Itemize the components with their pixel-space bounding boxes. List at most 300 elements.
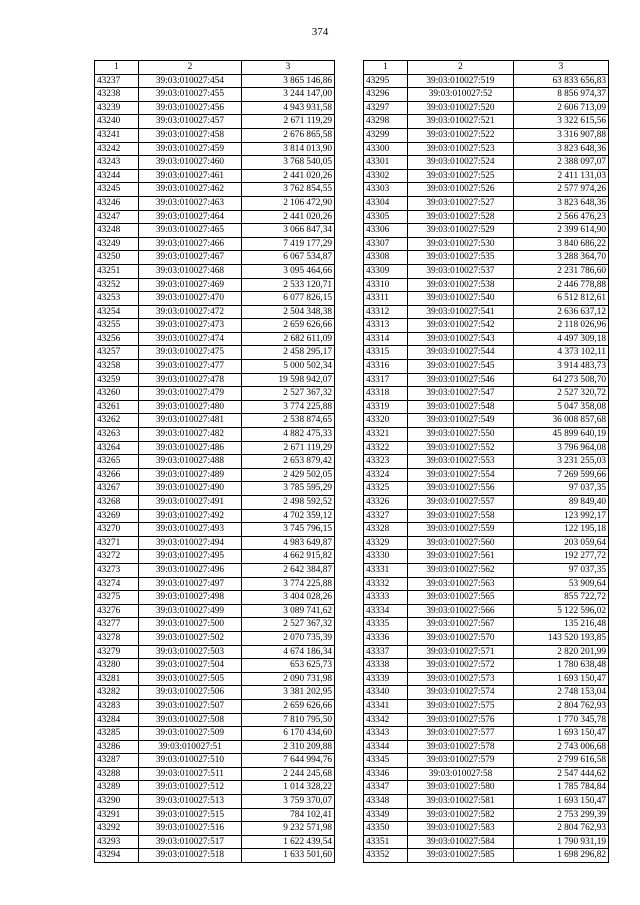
cadastral-number-cell: 39:03:010027:510: [139, 754, 242, 768]
row-number-cell: 43294: [95, 849, 139, 863]
cadastral-number-cell: 39:03:010027:566: [408, 604, 514, 618]
value-cell: 2 388 097,07: [514, 156, 609, 170]
value-cell: 2 743 006,68: [514, 740, 609, 754]
table-row: [95, 224, 335, 238]
row-number-cell: 43261: [95, 400, 139, 414]
right-table-body: [364, 61, 609, 863]
cadastral-number-cell: 39:03:010027:462: [139, 183, 242, 197]
value-cell: 3 768 540,05: [242, 156, 335, 170]
row-number-cell: 43343: [364, 727, 408, 741]
table-row: [95, 88, 335, 102]
cadastral-number-cell: 39:03:010027:500: [139, 618, 242, 632]
value-cell: 3 840 686,22: [514, 237, 609, 251]
table-row: [95, 686, 335, 700]
cadastral-number-cell: 39:03:010027:561: [408, 550, 514, 564]
row-number-cell: 43285: [95, 727, 139, 741]
value-cell: 2 636 637,12: [514, 305, 609, 319]
table-row: [95, 727, 335, 741]
value-cell: 6 512 812,61: [514, 292, 609, 306]
table-row: [364, 781, 609, 795]
cadastral-number-cell: 39:03:010027:540: [408, 292, 514, 306]
table-row: [364, 88, 609, 102]
table-row: [364, 115, 609, 129]
row-number-cell: 43286: [95, 740, 139, 754]
row-number-cell: 43295: [364, 74, 408, 88]
value-cell: 4 943 931,58: [242, 101, 335, 115]
table-row: [364, 428, 609, 442]
table-row: [95, 740, 335, 754]
row-number-cell: 43328: [364, 523, 408, 537]
value-cell: 3 762 854,55: [242, 183, 335, 197]
cadastral-number-cell: 39:03:010027:454: [139, 74, 242, 88]
cadastral-number-cell: 39:03:010027:562: [408, 563, 514, 577]
row-number-cell: 43321: [364, 428, 408, 442]
table-row: [364, 251, 609, 265]
row-number-cell: 43324: [364, 468, 408, 482]
value-cell: 2 244 245,68: [242, 767, 335, 781]
row-number-cell: 43350: [364, 822, 408, 836]
value-cell: 203 059,64: [514, 536, 609, 550]
cadastral-number-cell: 39:03:010027:493: [139, 523, 242, 537]
row-number-cell: 43307: [364, 237, 408, 251]
cadastral-number-cell: 39:03:010027:495: [139, 550, 242, 564]
header-cell-1: 1: [95, 61, 139, 75]
table-row: [364, 319, 609, 333]
cadastral-number-cell: 39:03:010027:467: [139, 251, 242, 265]
cadastral-number-cell: 39:03:010027:475: [139, 346, 242, 360]
table-row: [364, 523, 609, 537]
value-cell: 2 106 472,90: [242, 196, 335, 210]
value-cell: 2 504 348,38: [242, 305, 335, 319]
row-number-cell: 43275: [95, 591, 139, 605]
row-number-cell: 43311: [364, 292, 408, 306]
cadastral-number-cell: 39:03:010027:508: [139, 713, 242, 727]
cadastral-number-cell: 39:03:010027:565: [408, 591, 514, 605]
cadastral-number-cell: 39:03:010027:524: [408, 156, 514, 170]
row-number-cell: 43258: [95, 360, 139, 374]
row-number-cell: 43248: [95, 224, 139, 238]
left-table-body: [95, 61, 335, 863]
value-cell: 6 170 434,60: [242, 727, 335, 741]
row-number-cell: 43330: [364, 550, 408, 564]
value-cell: 4 373 102,11: [514, 346, 609, 360]
value-cell: 143 520 193,85: [514, 631, 609, 645]
cadastral-number-cell: 39:03:010027:574: [408, 686, 514, 700]
table-row: [364, 74, 609, 88]
cadastral-number-cell: 39:03:010027:523: [408, 142, 514, 156]
row-number-cell: 43284: [95, 713, 139, 727]
value-cell: 53 909,64: [514, 577, 609, 591]
cadastral-number-cell: 39:03:010027:463: [139, 196, 242, 210]
cadastral-number-cell: 39:03:010027:494: [139, 536, 242, 550]
table-row: [95, 441, 335, 455]
table-row: [95, 468, 335, 482]
cadastral-number-cell: 39:03:010027:466: [139, 237, 242, 251]
row-number-cell: 43336: [364, 631, 408, 645]
table-row: [364, 754, 609, 768]
value-cell: 653 625,73: [242, 659, 335, 673]
cadastral-number-cell: 39:03:010027:538: [408, 278, 514, 292]
row-number-cell: 43277: [95, 618, 139, 632]
table-row: [95, 332, 335, 346]
row-number-cell: 43319: [364, 400, 408, 414]
cadastral-number-cell: 39:03:010027:526: [408, 183, 514, 197]
table-row: [364, 713, 609, 727]
table-row: [364, 645, 609, 659]
table-row: [364, 672, 609, 686]
cadastral-number-cell: 39:03:010027:553: [408, 455, 514, 469]
value-cell: 1 693 150,47: [514, 672, 609, 686]
cadastral-number-cell: 39:03:010027:537: [408, 264, 514, 278]
row-number-cell: 43339: [364, 672, 408, 686]
row-number-cell: 43264: [95, 441, 139, 455]
cadastral-number-cell: 39:03:010027:519: [408, 74, 514, 88]
table-row: [95, 577, 335, 591]
table-row: [364, 292, 609, 306]
value-cell: 3 288 364,70: [514, 251, 609, 265]
value-cell: 7 644 994,76: [242, 754, 335, 768]
cadastral-number-cell: 39:03:010027:496: [139, 563, 242, 577]
cadastral-number-cell: 39:03:010027:576: [408, 713, 514, 727]
table-row: [364, 659, 609, 673]
table-row: [95, 264, 335, 278]
table-row: [95, 523, 335, 537]
table-row: [95, 550, 335, 564]
cadastral-number-cell: 39:03:010027:542: [408, 319, 514, 333]
cadastral-number-cell: 39:03:010027:529: [408, 224, 514, 238]
cadastral-number-cell: 39:03:010027:578: [408, 740, 514, 754]
value-cell: 3 814 013,90: [242, 142, 335, 156]
row-number-cell: 43262: [95, 414, 139, 428]
value-cell: 3 404 028,26: [242, 591, 335, 605]
row-number-cell: 43274: [95, 577, 139, 591]
row-number-cell: 43252: [95, 278, 139, 292]
cadastral-number-cell: 39:03:010027:535: [408, 251, 514, 265]
value-cell: 855 722,72: [514, 591, 609, 605]
value-cell: 7 419 177,29: [242, 237, 335, 251]
value-cell: 2 676 865,58: [242, 128, 335, 142]
table-row: [364, 468, 609, 482]
value-cell: 3 231 255,03: [514, 455, 609, 469]
table-row: [95, 414, 335, 428]
table-row: [364, 142, 609, 156]
value-cell: 2 804 762,93: [514, 699, 609, 713]
table-row: [364, 156, 609, 170]
row-number-cell: 43326: [364, 496, 408, 510]
cadastral-number-cell: 39:03:010027:503: [139, 645, 242, 659]
value-cell: 1 014 328,22: [242, 781, 335, 795]
table-row: [95, 699, 335, 713]
row-number-cell: 43287: [95, 754, 139, 768]
row-number-cell: 43291: [95, 808, 139, 822]
value-cell: 2 659 626,66: [242, 699, 335, 713]
value-cell: 7 269 599,66: [514, 468, 609, 482]
row-number-cell: 43334: [364, 604, 408, 618]
value-cell: 2 458 295,17: [242, 346, 335, 360]
cadastral-number-cell: 39:03:010027:573: [408, 672, 514, 686]
value-cell: 2 748 153,04: [514, 686, 609, 700]
table-row: [95, 373, 335, 387]
row-number-cell: 43271: [95, 536, 139, 550]
table-row: [364, 305, 609, 319]
row-number-cell: 43331: [364, 563, 408, 577]
cadastral-number-cell: 39:03:010027:575: [408, 699, 514, 713]
row-number-cell: 43338: [364, 659, 408, 673]
cadastral-number-cell: 39:03:010027:548: [408, 400, 514, 414]
table-row: [364, 278, 609, 292]
cadastral-number-cell: 39:03:010027:465: [139, 224, 242, 238]
right-table: [363, 60, 609, 863]
cadastral-number-cell: 39:03:010027:582: [408, 808, 514, 822]
cadastral-number-cell: 39:03:010027:509: [139, 727, 242, 741]
cadastral-number-cell: 39:03:010027:489: [139, 468, 242, 482]
header-cell-2: 2: [139, 61, 242, 75]
cadastral-number-cell: 39:03:010027:497: [139, 577, 242, 591]
value-cell: 3 865 146,86: [242, 74, 335, 88]
table-row: [364, 455, 609, 469]
value-cell: 5 047 358,08: [514, 400, 609, 414]
row-number-cell: 43253: [95, 292, 139, 306]
value-cell: 135 216,48: [514, 618, 609, 632]
row-number-cell: 43333: [364, 591, 408, 605]
table-row: [95, 482, 335, 496]
row-number-cell: 43289: [95, 781, 139, 795]
row-number-cell: 43293: [95, 835, 139, 849]
cadastral-number-cell: 39:03:010027:560: [408, 536, 514, 550]
value-cell: 2 671 119,29: [242, 115, 335, 129]
value-cell: 3 381 202,95: [242, 686, 335, 700]
row-number-cell: 43266: [95, 468, 139, 482]
row-number-cell: 43255: [95, 319, 139, 333]
value-cell: 2 566 476,23: [514, 210, 609, 224]
value-cell: 2 527 367,32: [242, 618, 335, 632]
cadastral-number-cell: 39:03:010027:585: [408, 849, 514, 863]
row-number-cell: 43341: [364, 699, 408, 713]
cadastral-number-cell: 39:03:010027:528: [408, 210, 514, 224]
cadastral-number-cell: 39:03:010027:543: [408, 332, 514, 346]
cadastral-number-cell: 39:03:010027:546: [408, 373, 514, 387]
table-row: [364, 482, 609, 496]
cadastral-number-cell: 39:03:010027:522: [408, 128, 514, 142]
row-number-cell: 43241: [95, 128, 139, 142]
row-number-cell: 43335: [364, 618, 408, 632]
table-row: [95, 767, 335, 781]
cadastral-number-cell: 39:03:010027:571: [408, 645, 514, 659]
table-row: [95, 142, 335, 156]
table-row: [364, 196, 609, 210]
row-number-cell: 43249: [95, 237, 139, 251]
value-cell: 3 745 796,15: [242, 523, 335, 537]
cadastral-number-cell: 39:03:010027:567: [408, 618, 514, 632]
row-number-cell: 43325: [364, 482, 408, 496]
row-number-cell: 43270: [95, 523, 139, 537]
value-cell: 123 992,17: [514, 509, 609, 523]
value-cell: 2 642 384,87: [242, 563, 335, 577]
value-cell: 2 310 209,88: [242, 740, 335, 754]
cadastral-number-cell: 39:03:010027:473: [139, 319, 242, 333]
table-row: [95, 101, 335, 115]
row-number-cell: 43282: [95, 686, 139, 700]
table-row: [95, 210, 335, 224]
table-row: [95, 428, 335, 442]
cadastral-number-cell: 39:03:010027:470: [139, 292, 242, 306]
row-number-cell: 43237: [95, 74, 139, 88]
cadastral-number-cell: 39:03:010027:544: [408, 346, 514, 360]
cadastral-number-cell: 39:03:010027:552: [408, 441, 514, 455]
value-cell: 2 446 778,88: [514, 278, 609, 292]
row-number-cell: 43259: [95, 373, 139, 387]
row-number-cell: 43269: [95, 509, 139, 523]
table-row: [364, 264, 609, 278]
table-row: [95, 563, 335, 577]
row-number-cell: 43279: [95, 645, 139, 659]
value-cell: 2 070 735,39: [242, 631, 335, 645]
row-number-cell: 43244: [95, 169, 139, 183]
table-row: [364, 808, 609, 822]
table-row: [364, 387, 609, 401]
header-cell-1: 1: [364, 61, 408, 75]
value-cell: 5 000 502,34: [242, 360, 335, 374]
row-number-cell: 43329: [364, 536, 408, 550]
cadastral-number-cell: 39:03:010027:499: [139, 604, 242, 618]
cadastral-number-cell: 39:03:010027:525: [408, 169, 514, 183]
table-row: [364, 169, 609, 183]
cadastral-number-cell: 39:03:010027:515: [139, 808, 242, 822]
table-row: [95, 387, 335, 401]
row-number-cell: 43298: [364, 115, 408, 129]
table-row: [364, 224, 609, 238]
value-cell: 122 195,18: [514, 523, 609, 537]
row-number-cell: 43309: [364, 264, 408, 278]
table-row: [364, 128, 609, 142]
table-row: [95, 305, 335, 319]
table-row: [95, 659, 335, 673]
value-cell: 2 090 731,98: [242, 672, 335, 686]
cadastral-number-cell: 39:03:010027:584: [408, 835, 514, 849]
table-row: [364, 101, 609, 115]
cadastral-number-cell: 39:03:010027:557: [408, 496, 514, 510]
cadastral-number-cell: 39:03:010027:556: [408, 482, 514, 496]
cadastral-number-cell: 39:03:010027:51: [139, 740, 242, 754]
row-number-cell: 43345: [364, 754, 408, 768]
left-table: [94, 60, 335, 863]
header-cell-3: 3: [514, 61, 609, 75]
table-row: [95, 509, 335, 523]
value-cell: 2 118 026,96: [514, 319, 609, 333]
row-number-cell: 43263: [95, 428, 139, 442]
cadastral-number-cell: 39:03:010027:52: [408, 88, 514, 102]
row-number-cell: 43239: [95, 101, 139, 115]
value-cell: 1 780 638,48: [514, 659, 609, 673]
row-number-cell: 43292: [95, 822, 139, 836]
value-cell: 2 399 614,90: [514, 224, 609, 238]
cadastral-number-cell: 39:03:010027:482: [139, 428, 242, 442]
table-row: [95, 278, 335, 292]
table-row: [364, 441, 609, 455]
row-number-cell: 43276: [95, 604, 139, 618]
value-cell: 192 277,72: [514, 550, 609, 564]
cadastral-number-cell: 39:03:010027:517: [139, 835, 242, 849]
value-cell: 2 527 367,32: [242, 387, 335, 401]
table-row: [95, 631, 335, 645]
cadastral-number-cell: 39:03:010027:513: [139, 795, 242, 809]
table-row: [364, 210, 609, 224]
row-number-cell: 43301: [364, 156, 408, 170]
value-cell: 3 796 964,08: [514, 441, 609, 455]
row-number-cell: 43265: [95, 455, 139, 469]
row-number-cell: 43340: [364, 686, 408, 700]
value-cell: 97 037,35: [514, 563, 609, 577]
value-cell: 2 653 879,42: [242, 455, 335, 469]
value-cell: 1 770 345,78: [514, 713, 609, 727]
row-number-cell: 43352: [364, 849, 408, 863]
table-row: [95, 672, 335, 686]
table-row: [364, 727, 609, 741]
table-row: [364, 618, 609, 632]
cadastral-number-cell: 39:03:010027:459: [139, 142, 242, 156]
cadastral-number-cell: 39:03:010027:58: [408, 767, 514, 781]
table-row: [95, 795, 335, 809]
cadastral-number-cell: 39:03:010027:480: [139, 400, 242, 414]
row-number-cell: 43320: [364, 414, 408, 428]
cadastral-number-cell: 39:03:010027:491: [139, 496, 242, 510]
cadastral-number-cell: 39:03:010027:572: [408, 659, 514, 673]
table-header-row: [95, 61, 335, 75]
row-number-cell: 43318: [364, 387, 408, 401]
value-cell: 9 232 571,98: [242, 822, 335, 836]
table-row: [95, 319, 335, 333]
row-number-cell: 43250: [95, 251, 139, 265]
table-row: [95, 237, 335, 251]
value-cell: 3 774 225,88: [242, 400, 335, 414]
table-row: [364, 604, 609, 618]
row-number-cell: 43312: [364, 305, 408, 319]
row-number-cell: 43283: [95, 699, 139, 713]
cadastral-number-cell: 39:03:010027:478: [139, 373, 242, 387]
table-row: [95, 346, 335, 360]
row-number-cell: 43290: [95, 795, 139, 809]
table-row: [364, 346, 609, 360]
cadastral-number-cell: 39:03:010027:530: [408, 237, 514, 251]
row-number-cell: 43347: [364, 781, 408, 795]
cadastral-number-cell: 39:03:010027:468: [139, 264, 242, 278]
table-row: [364, 496, 609, 510]
value-cell: 2 799 616,58: [514, 754, 609, 768]
header-cell-2: 2: [408, 61, 514, 75]
cadastral-number-cell: 39:03:010027:492: [139, 509, 242, 523]
row-number-cell: 43240: [95, 115, 139, 129]
row-number-cell: 43281: [95, 672, 139, 686]
value-cell: 2 231 786,60: [514, 264, 609, 278]
table-row: [364, 835, 609, 849]
value-cell: 3 823 648,36: [514, 196, 609, 210]
table-row: [364, 332, 609, 346]
value-cell: 2 538 874,65: [242, 414, 335, 428]
value-cell: 4 702 359,12: [242, 509, 335, 523]
cadastral-number-cell: 39:03:010027:581: [408, 795, 514, 809]
cadastral-number-cell: 39:03:010027:456: [139, 101, 242, 115]
row-number-cell: 43316: [364, 360, 408, 374]
table-row: [364, 360, 609, 374]
table-row: [364, 577, 609, 591]
value-cell: 3 095 464,66: [242, 264, 335, 278]
table-row: [95, 822, 335, 836]
row-number-cell: 43268: [95, 496, 139, 510]
table-row: [95, 645, 335, 659]
row-number-cell: 43313: [364, 319, 408, 333]
value-cell: 7 810 795,50: [242, 713, 335, 727]
cadastral-number-cell: 39:03:010027:563: [408, 577, 514, 591]
